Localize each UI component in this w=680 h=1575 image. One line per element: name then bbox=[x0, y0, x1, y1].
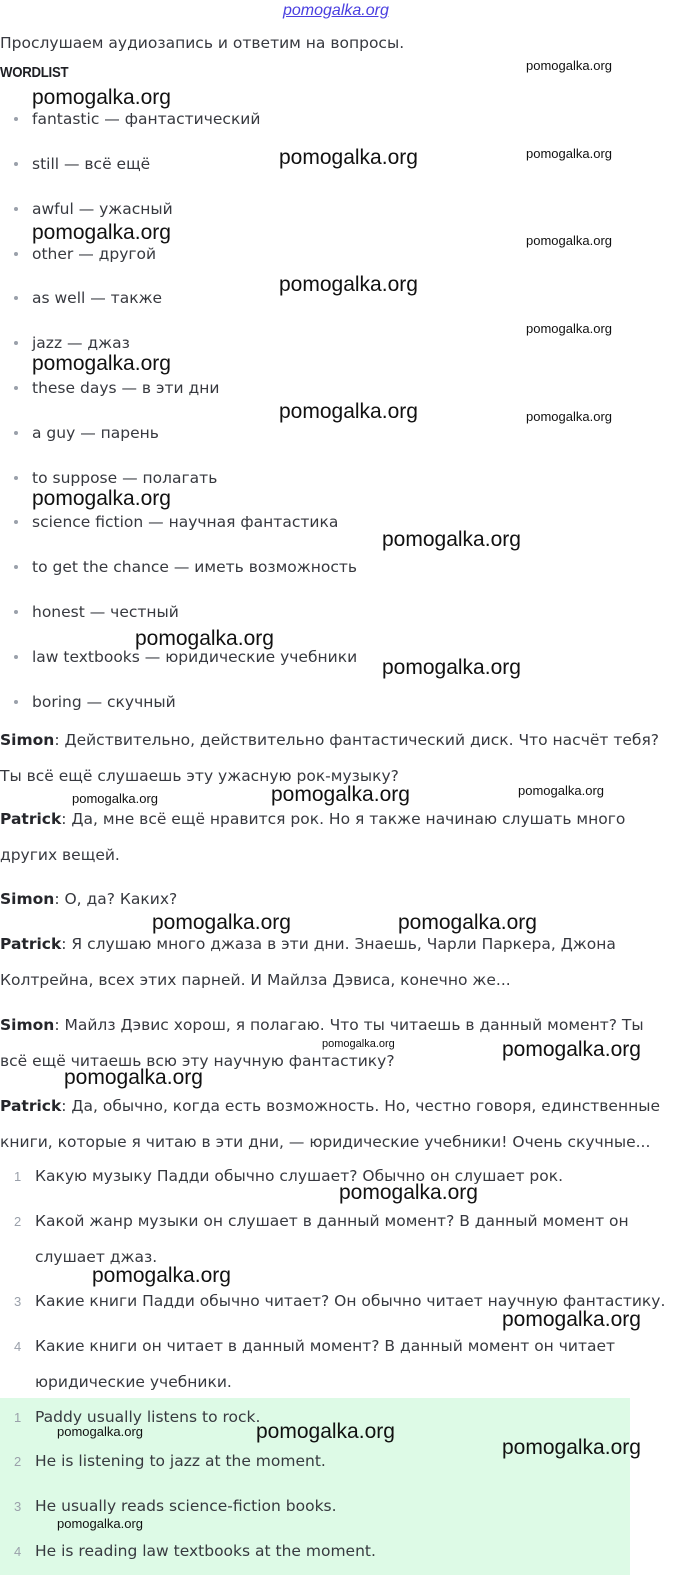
speaker-name: Simon bbox=[0, 1016, 55, 1034]
wordlist-item: a guy — парень bbox=[14, 424, 159, 442]
wordlist-item: boring — скучный bbox=[14, 693, 176, 711]
item-number: 2 bbox=[14, 1454, 22, 1469]
bullet-icon bbox=[14, 520, 18, 524]
speaker-name: Patrick bbox=[0, 810, 62, 828]
watermark: pomogalka.org bbox=[271, 783, 410, 806]
dialog-line: Patrick: Я слушаю много джаза в эти дни. Знаешь, Чарли Паркера, Джона Колтрейна, всех этих парней. И Майлза Дэвиса, конечно же... bbox=[0, 935, 616, 989]
watermark: pomogalka.org bbox=[57, 1516, 143, 1531]
bullet-icon bbox=[14, 341, 18, 345]
watermark: pomogalka.org bbox=[382, 528, 521, 551]
dialog-line: Simon: Майлз Дэвис хорош, я полагаю. Что ты читаешь в данный момент? Ты всё ещё читаешь всю эту научную фантастику? bbox=[0, 1016, 644, 1070]
watermark: pomogalka.org bbox=[135, 627, 274, 650]
wordlist-item: still — всё ещё bbox=[14, 155, 150, 173]
wordlist-item: these days — в эти дни bbox=[14, 379, 219, 397]
watermark: pomogalka.org bbox=[526, 321, 612, 336]
wordlist-item: fantastic — фантастический bbox=[14, 110, 260, 128]
watermark: pomogalka.org bbox=[32, 352, 171, 375]
bullet-icon bbox=[14, 610, 18, 614]
bullet-icon bbox=[14, 207, 18, 211]
watermark: pomogalka.org bbox=[279, 273, 418, 296]
watermark: pomogalka.org bbox=[339, 1181, 478, 1204]
dialog-line: Simon: О, да? Каких? bbox=[0, 890, 178, 908]
bullet-icon bbox=[14, 296, 18, 300]
bullet-icon bbox=[14, 655, 18, 659]
bullet-icon bbox=[14, 386, 18, 390]
item-number: 4 bbox=[14, 1544, 22, 1559]
item-number: 2 bbox=[14, 1214, 22, 1229]
wordlist-item: to get the chance — иметь возможность bbox=[14, 558, 357, 576]
bullet-icon bbox=[14, 252, 18, 256]
watermark: pomogalka.org bbox=[72, 791, 158, 806]
bullet-icon bbox=[14, 117, 18, 121]
watermark: pomogalka.org bbox=[152, 911, 291, 934]
site-link[interactable]: pomogalka.org bbox=[283, 2, 389, 19]
wordlist-item: jazz — джаз bbox=[14, 334, 130, 352]
speaker-name: Patrick bbox=[0, 1097, 62, 1115]
wordlist-item: law textbooks — юридические учебники bbox=[14, 648, 357, 666]
dialog-line: Patrick: Да, обычно, когда есть возможность. Но, честно говоря, единственные книги, которые я читаю в эти дни, — юридические учебники! Очень скучные... bbox=[0, 1097, 661, 1151]
item-number: 3 bbox=[14, 1499, 22, 1514]
watermark: pomogalka.org bbox=[398, 911, 537, 934]
bullet-icon bbox=[14, 700, 18, 704]
watermark: pomogalka.org bbox=[64, 1066, 203, 1089]
watermark: pomogalka.org bbox=[32, 487, 171, 510]
dialog-line: Simon: Действительно, действительно фантастический диск. Что насчёт тебя? Ты всё ещё слушаешь эту ужасную рок-музыку? bbox=[0, 731, 660, 785]
watermark: pomogalka.org bbox=[279, 400, 418, 423]
watermark: pomogalka.org bbox=[526, 58, 612, 73]
item-number: 4 bbox=[14, 1339, 22, 1354]
watermark: pomogalka.org bbox=[502, 1308, 641, 1331]
watermark: pomogalka.org bbox=[382, 656, 521, 679]
item-number: 1 bbox=[14, 1410, 22, 1425]
wordlist-item: honest — честный bbox=[14, 603, 179, 621]
speaker-name: Patrick bbox=[0, 935, 62, 953]
wordlist-heading: WORDLIST bbox=[0, 64, 69, 81]
watermark: pomogalka.org bbox=[92, 1264, 231, 1287]
wordlist-item: awful — ужасный bbox=[14, 200, 173, 218]
wordlist-item: to suppose — полагать bbox=[14, 469, 217, 487]
watermark: pomogalka.org bbox=[502, 1436, 641, 1459]
speaker-name: Simon bbox=[0, 890, 55, 908]
watermark: pomogalka.org bbox=[502, 1038, 641, 1061]
watermark: pomogalka.org bbox=[256, 1420, 395, 1443]
watermark: pomogalka.org bbox=[526, 233, 612, 248]
bullet-icon bbox=[14, 162, 18, 166]
intro-text: Прослушаем аудиозапись и ответим на вопросы. bbox=[0, 34, 405, 52]
item-number: 1 bbox=[14, 1169, 22, 1184]
wordlist-item: as well — также bbox=[14, 289, 162, 307]
item-number: 3 bbox=[14, 1294, 22, 1309]
watermark: pomogalka.org bbox=[57, 1424, 143, 1439]
bullet-icon bbox=[14, 476, 18, 480]
wordlist-item: other — другой bbox=[14, 245, 156, 263]
watermark: pomogalka.org bbox=[322, 1038, 395, 1050]
bullet-icon bbox=[14, 431, 18, 435]
wordlist-item: science fiction — научная фантастика bbox=[14, 513, 338, 531]
speaker-name: Simon bbox=[0, 731, 55, 749]
watermark: pomogalka.org bbox=[526, 146, 612, 161]
watermark: pomogalka.org bbox=[518, 783, 604, 798]
watermark: pomogalka.org bbox=[279, 146, 418, 169]
bullet-icon bbox=[14, 565, 18, 569]
watermark: pomogalka.org bbox=[32, 221, 171, 244]
dialog-line: Patrick: Да, мне всё ещё нравится рок. Но я также начинаю слушать много других вещей. bbox=[0, 810, 626, 864]
watermark: pomogalka.org bbox=[526, 409, 612, 424]
watermark: pomogalka.org bbox=[32, 86, 171, 109]
